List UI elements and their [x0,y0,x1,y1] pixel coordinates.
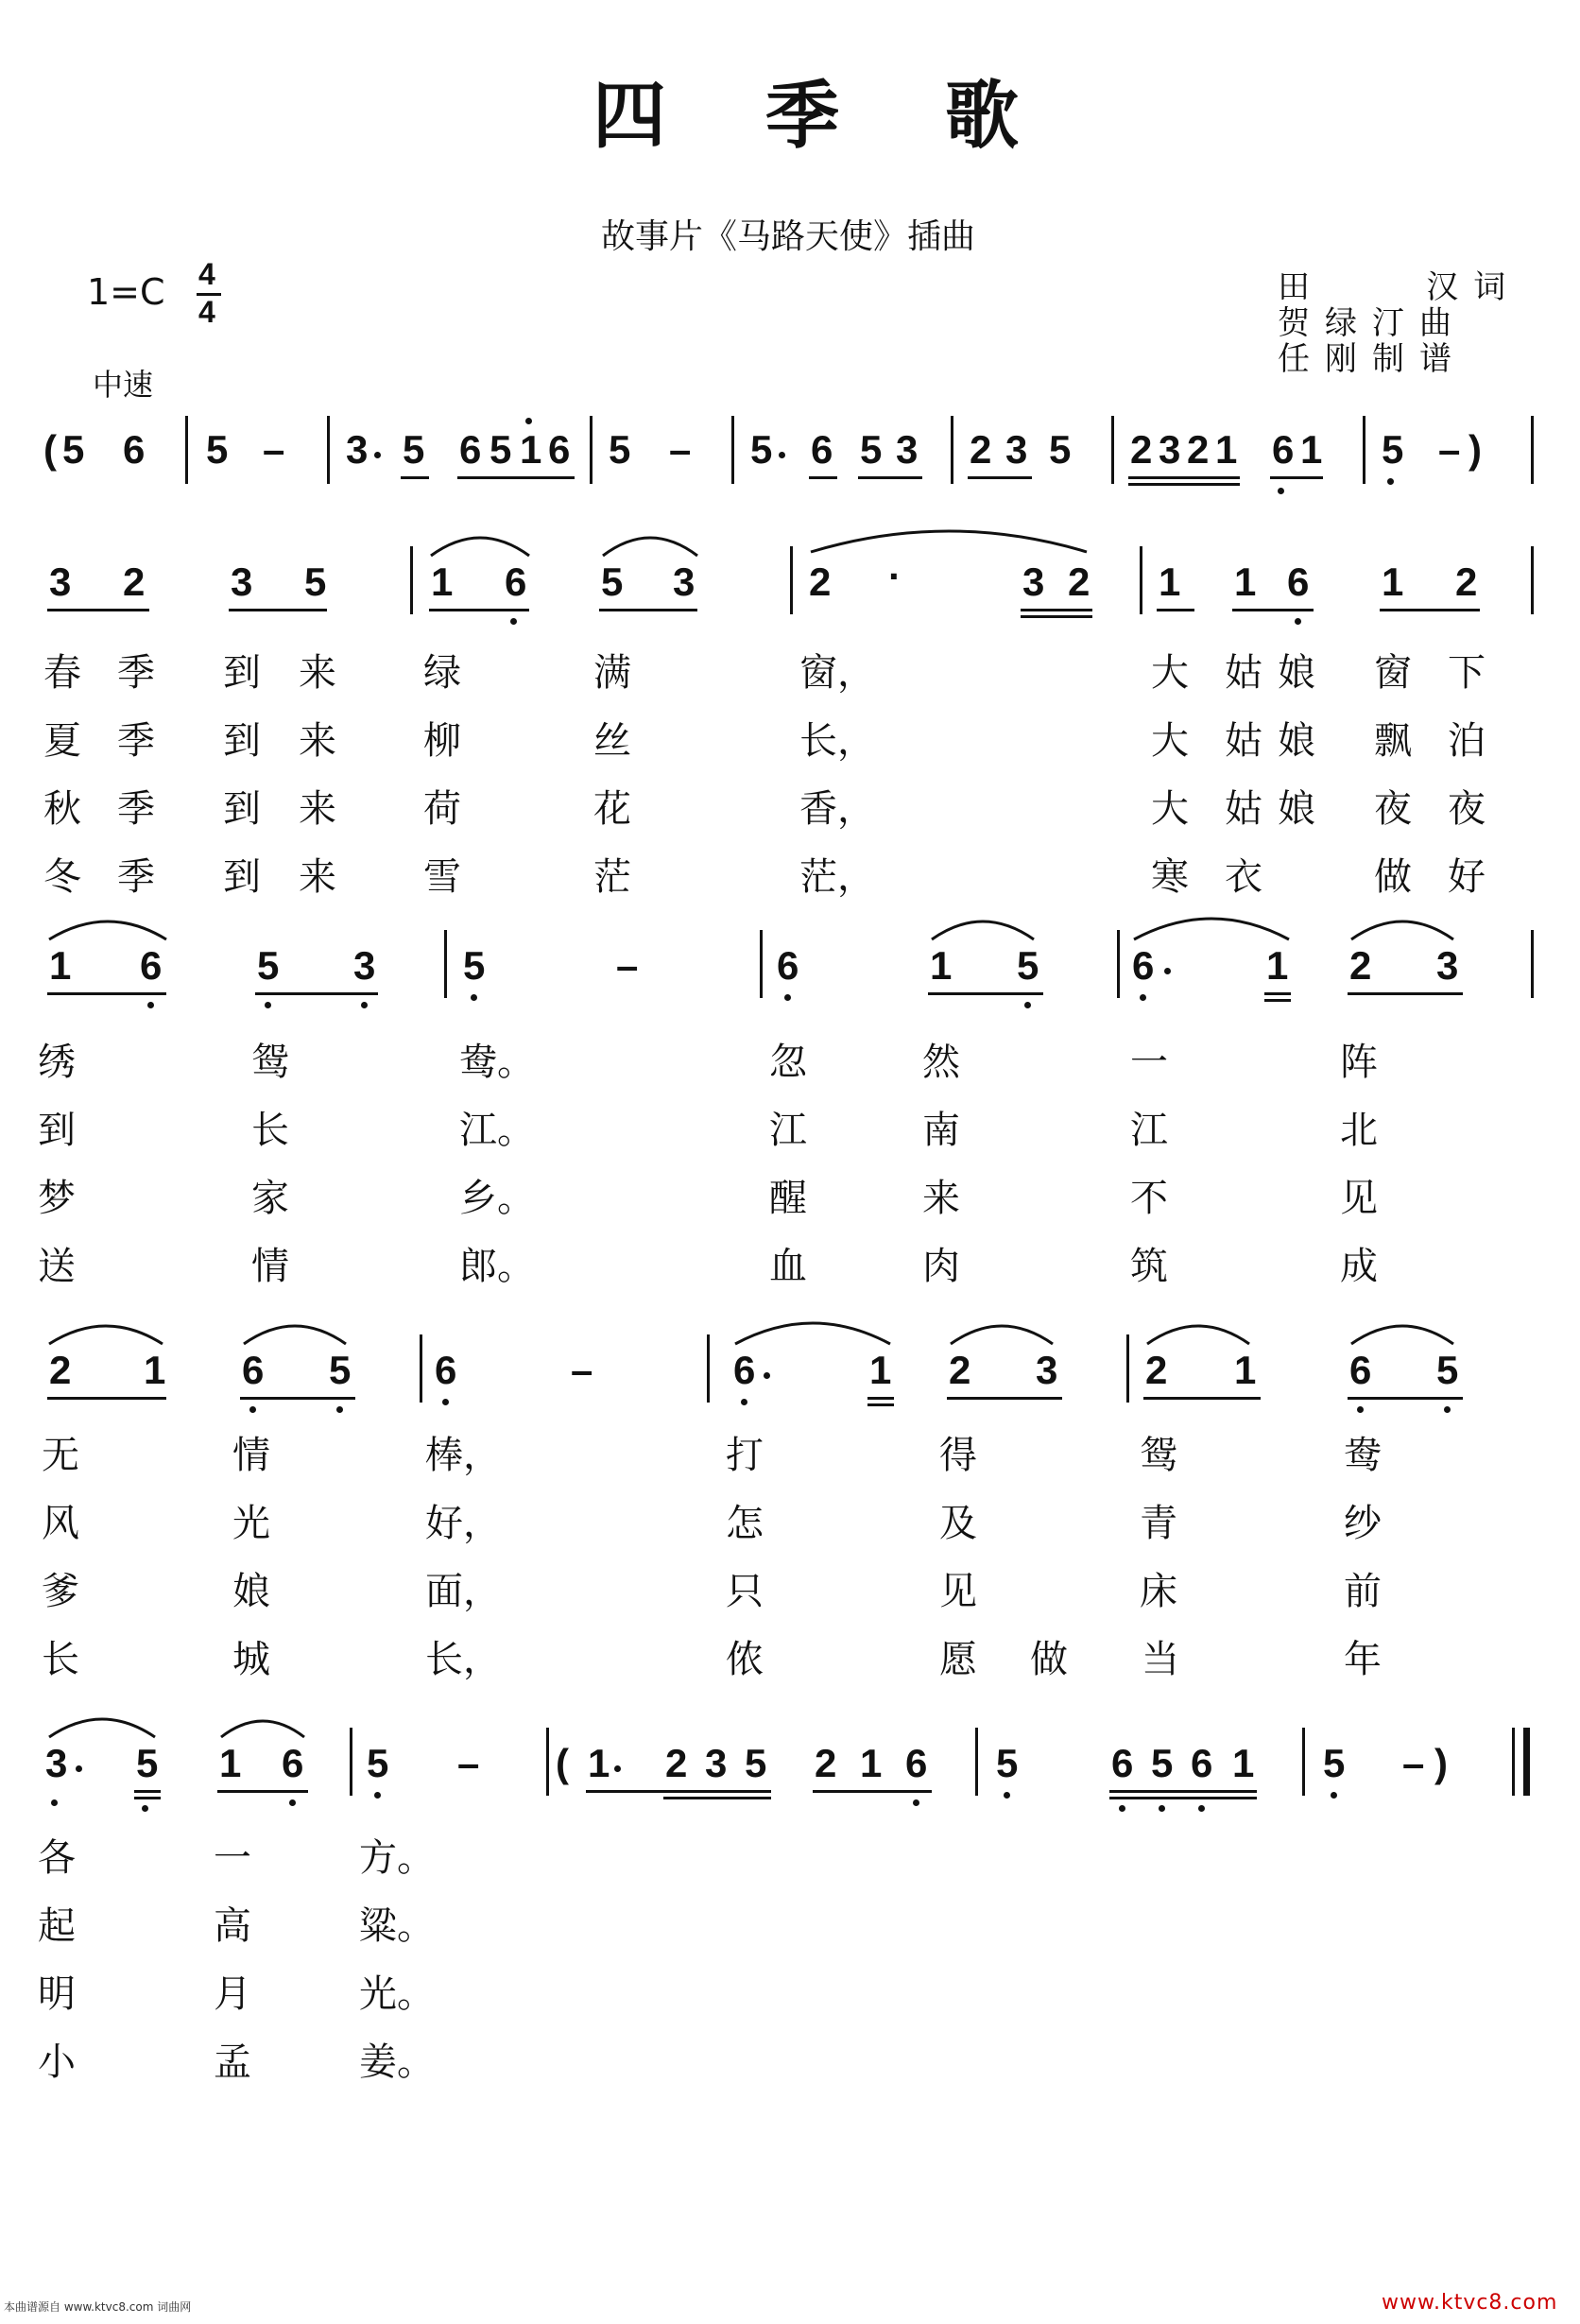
note: 5 [1436,1348,1459,1392]
note: 1 [1266,943,1289,988]
note: 1 [1382,559,1404,604]
lyric-char: 江。 [459,1109,535,1152]
lyric-char: 长 [251,1109,289,1152]
lyric-char: 衣 [1225,855,1262,899]
lyric-char: 城 [232,1638,270,1681]
note: 6 [548,427,571,472]
note: 5 [304,559,327,604]
lyric-char: 姑 [1225,719,1262,763]
lyric-char: 满 [593,651,631,695]
note: 3 [896,427,919,472]
lyric-char: 夜 [1374,787,1412,831]
note: 5 [367,1741,389,1785]
note: 2 [123,559,146,604]
note: 2 [1145,1348,1168,1392]
note: 6 [733,1348,756,1392]
lyric-char: 来 [299,855,336,899]
note: 5 [136,1741,159,1785]
note: 1 [860,1741,883,1785]
lyric-char: 面， [425,1570,501,1613]
note: 3 [1159,427,1181,472]
footer-source: 本曲谱源自 www.ktvc8.com 词曲网 [4,2300,192,2314]
note: 6 [1132,943,1155,988]
slur [1134,919,1289,939]
title-char-3: 歌 [945,73,1020,159]
lyric-char: 秋 [43,787,81,831]
slur [244,1326,346,1344]
note: 6 [505,559,527,604]
tempo-marking: 中速 [93,367,154,403]
lyric-char: 方。 [359,1836,435,1880]
lyric-char: 纱 [1344,1502,1382,1545]
note: 6 [1287,559,1310,604]
note: 1 [1234,559,1257,604]
lyric-char: 季 [117,787,155,831]
note: 1 [1215,427,1238,472]
note: 1 [930,943,953,988]
lyric-char: 起 [38,1904,76,1948]
lyric-char: 泊 [1448,719,1486,763]
row4-open-paren: ( [556,1741,569,1785]
lyric-char: 肉 [922,1245,960,1288]
lyric-char: 季 [117,855,155,899]
note: 2 [665,1741,688,1785]
lyric-char: 柳 [423,719,461,763]
sustain-dash: – [1438,427,1461,472]
lyric-char: 血 [769,1245,807,1288]
lyric-char: 到 [223,719,261,763]
note: 2 [1455,559,1478,604]
lyric-char: 侬 [726,1638,764,1681]
lyric-char: 大 [1151,787,1189,831]
lyric-char: 一 [214,1836,251,1880]
slur [1147,1326,1249,1344]
lyric-char: 夏 [43,719,81,763]
lyric-char: 江 [1130,1109,1168,1152]
lyric-char: 一 [1130,1041,1168,1084]
note: 6 [435,1348,457,1392]
note: 5 [860,427,883,472]
lyric-char: 到 [223,855,261,899]
note: 1 [219,1741,242,1785]
lyric-char: 姑 [1225,787,1262,831]
key-signature: 1=C [87,271,165,313]
note: 5 [1323,1741,1346,1785]
note: 5 [996,1741,1019,1785]
note: 1 [1300,427,1323,472]
note: 1 [1232,1741,1255,1785]
lyric-char: 无 [42,1434,79,1477]
note: 1 [588,1741,610,1785]
note: 2 [49,1348,72,1392]
note: 3 [1022,559,1045,604]
note: 2 [949,1348,971,1392]
lyric-char: 北 [1340,1109,1378,1152]
lyric-char: 香， [799,787,875,831]
slur [951,1326,1053,1344]
sustain-dash: – [1402,1741,1425,1785]
lyric-char: 及 [939,1502,977,1545]
time-denominator: 4 [198,295,215,329]
note: 3 [231,559,253,604]
slur [49,921,166,939]
lyric-char: 郎。 [459,1245,535,1288]
lyric-char: 乡。 [459,1177,535,1220]
note: 6 [811,427,833,472]
lyric-char: 得 [939,1434,977,1477]
lyric-char: 大 [1151,719,1189,763]
lyric-char: 娘 [1278,719,1315,763]
sustain-dash: – [616,943,639,988]
note: 1 [49,943,72,988]
note: 3 [705,1741,728,1785]
note: 1 [1159,559,1181,604]
slur [49,1326,163,1344]
note: 2 [1068,559,1091,604]
lyric-char: 下 [1448,651,1486,695]
lyric-char: 到 [223,651,261,695]
lyric-char: 姜。 [359,2040,435,2084]
lyric-char: 明 [38,1972,76,2016]
note: 5 [1017,943,1039,988]
lyric-char: 飘 [1374,719,1412,763]
note: 3 [346,427,369,472]
lyric-char: 梦 [38,1177,76,1220]
slur [49,1719,155,1737]
lyric-char: 娘 [232,1570,270,1613]
lyric-char: 绣 [38,1041,76,1084]
lyric-char: 雪 [423,855,461,899]
lyric-char: 来 [922,1177,960,1220]
sustain-dash: – [571,1348,593,1392]
time-numerator: 4 [198,257,215,291]
slur [431,538,529,556]
note: 3 [1036,1348,1058,1392]
note: 1 [869,1348,892,1392]
lyric-char: 好 [1448,855,1486,899]
sustain-dash: – [263,427,285,472]
lyric-char: 忽 [769,1041,807,1084]
credit-composer: 贺绿汀曲 [1278,304,1467,342]
lyric-char: 棒， [425,1434,501,1477]
lyric-char: 季 [117,651,155,695]
note: 5 [206,427,229,472]
note: 3 [673,559,696,604]
lyric-char: 鸳 [251,1041,289,1084]
note: 3 [45,1741,68,1785]
credit-lyricist: 田 汉词 [1278,268,1521,306]
footer-watermark: www.ktvc8.com [1382,2291,1558,2315]
slur [603,538,697,556]
note: 1 [431,559,454,604]
lyric-char: 窗 [1374,651,1412,695]
lyric-char: 做 [1374,855,1412,899]
note: 5 [750,427,773,472]
note: 1 [1234,1348,1257,1392]
note: 6 [1272,427,1295,472]
lyric-char: 大 [1151,651,1189,695]
lyric-char: 醒 [769,1177,807,1220]
lyric-char: 见 [1340,1177,1378,1220]
lyric-char: 茫， [799,855,875,899]
lyric-char: 不 [1130,1177,1168,1220]
intro-close-paren: ) [1468,427,1482,472]
note: 3 [49,559,72,604]
lyric-char: 然 [922,1041,960,1084]
lyric-char: 阵 [1340,1041,1378,1084]
slur [1351,1326,1453,1344]
note: 5 [745,1741,767,1785]
lyric-char: 茫 [593,855,631,899]
lyric-char: 来 [299,787,336,831]
lyric-char: 家 [251,1177,289,1220]
lyric-char: 高 [214,1904,251,1948]
note: 1 [520,427,542,472]
lyric-char: 长， [425,1638,501,1681]
note: 5 [1382,427,1404,472]
lyric-char: 长 [42,1638,79,1681]
lyric-char: 成 [1340,1245,1378,1288]
lyric-char: 只 [726,1570,764,1613]
note: 6 [123,427,146,472]
note: 5 [1151,1741,1174,1785]
note: 6 [459,427,482,472]
note: 3 [1005,427,1028,472]
lyric-char: 鸳 [1140,1434,1177,1477]
lyric-char: 花 [593,787,631,831]
lyric-char: 打 [726,1434,764,1477]
note: 5 [329,1348,352,1392]
note: 5 [609,427,631,472]
lyric-char: 娘 [1278,787,1315,831]
lyric-char: 爹 [42,1570,79,1613]
lyric-char: 小 [38,2040,76,2084]
lyric-char: 丝 [593,719,631,763]
intro-open-paren: ( [43,427,57,472]
lyric-char: 风 [42,1502,79,1545]
lyric-char: 夜 [1448,787,1486,831]
lyric-char: 愿 [939,1638,977,1681]
lyric-char: 鸯 [1344,1434,1382,1477]
note: 5 [1049,427,1072,472]
slur [932,921,1034,939]
lyric-char: 怎 [726,1502,764,1545]
lyric-char: 月 [214,1972,251,2016]
lyric-char: 季 [117,719,155,763]
note: 5 [463,943,486,988]
title-char-2: 季 [765,73,840,159]
title-char-1: 四 [592,73,667,159]
slur [1351,921,1453,939]
lyric-char: 各 [38,1836,76,1880]
sustain-dash: – [457,1741,480,1785]
lyric-char: 到 [223,787,261,831]
lyric-char: 绿 [423,651,461,695]
lyric-char: 寒 [1151,855,1189,899]
lyric-char: 来 [299,651,336,695]
lyric-char: 见 [939,1570,977,1613]
note: 6 [140,943,163,988]
note: 6 [1191,1741,1213,1785]
note: 3 [1436,943,1459,988]
slur [735,1323,890,1344]
lyric-char: 送 [38,1245,76,1288]
lyric-char: 到 [38,1109,76,1152]
note: 5 [601,559,624,604]
sustain-dash: – [669,427,692,472]
lyric-char: 冬 [43,855,81,899]
note: 2 [1187,427,1210,472]
note: 6 [1111,1741,1134,1785]
note: 3 [353,943,376,988]
slur [811,531,1087,552]
lyric-char: 荷 [423,787,461,831]
lyric-char: 粱。 [359,1904,435,1948]
lyric-char: 孟 [214,2040,251,2084]
note: 2 [809,559,832,604]
lyric-char: 情 [251,1245,289,1288]
lyric-char: 做当 [1030,1638,1253,1681]
note: 6 [282,1741,304,1785]
slur [221,1721,304,1737]
note: 1 [144,1348,166,1392]
note: 6 [1349,1348,1372,1392]
lyric-char: 好， [425,1502,501,1545]
lyric-char: 长， [799,719,875,763]
lyric-char: 光 [232,1502,270,1545]
credit-transcriber: 任刚制谱 [1278,340,1467,378]
lyric-char: 床 [1140,1570,1177,1613]
lyric-char: 娘 [1278,651,1315,695]
note: 2 [815,1741,837,1785]
note: 2 [1349,943,1372,988]
note: · [888,554,902,598]
lyric-char: 春 [43,651,81,695]
lyric-char: 筑 [1130,1245,1168,1288]
note: 6 [905,1741,928,1785]
row4-close-paren: ) [1434,1741,1448,1785]
lyric-char: 情 [232,1434,270,1477]
note: 5 [403,427,425,472]
note: 2 [1130,427,1153,472]
lyric-char: 鸯。 [459,1041,535,1084]
lyric-char: 姑 [1225,651,1262,695]
note: 2 [970,427,992,472]
note: 5 [489,427,512,472]
subtitle: 故事片《马路天使》插曲 [601,217,976,256]
lyric-char: 光。 [359,1972,435,2016]
lyric-char: 来 [299,719,336,763]
lyric-char: 年 [1344,1638,1382,1681]
lyric-char: 青 [1140,1502,1177,1545]
lyric-char: 窗， [799,651,875,695]
note: 5 [62,427,85,472]
lyric-char: 南 [922,1109,960,1152]
note: 5 [257,943,280,988]
note: 6 [777,943,799,988]
note: 6 [242,1348,265,1392]
lyric-char: 前 [1344,1570,1382,1613]
lyric-char: 江 [769,1109,807,1152]
